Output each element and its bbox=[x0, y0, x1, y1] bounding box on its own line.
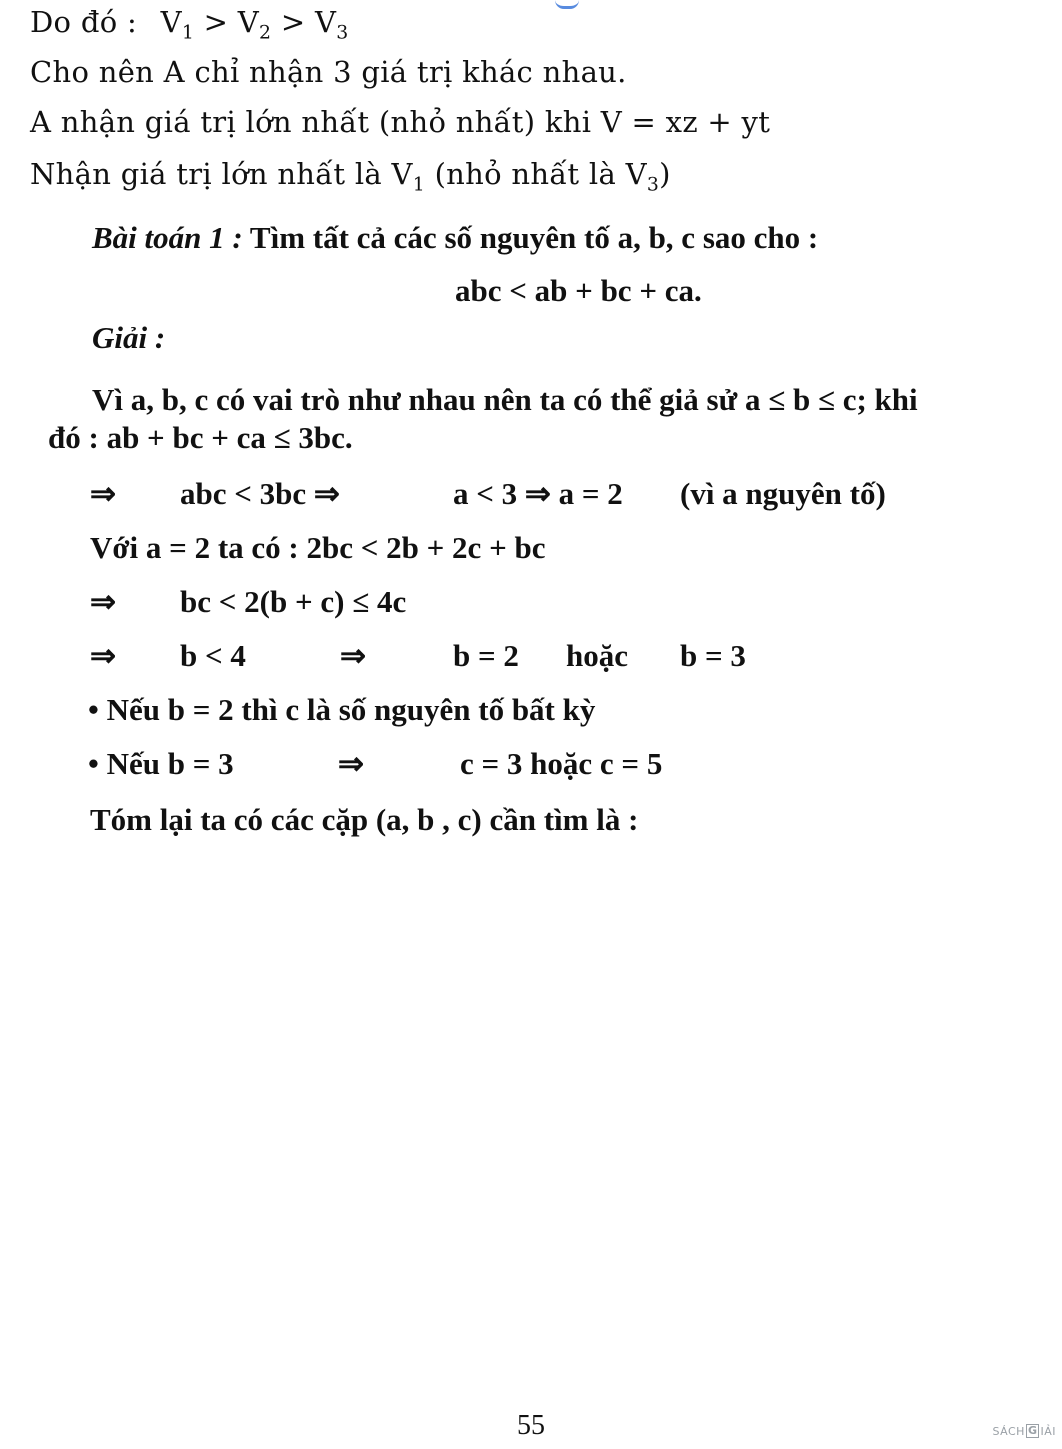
step-4 bbox=[90, 640, 746, 671]
problem-label: Bài toán 1 : bbox=[92, 220, 243, 255]
step-3-a: bc < 2(b + c) ≤ 4c bbox=[180, 584, 407, 619]
text: > V bbox=[280, 5, 337, 39]
line-a-nhan: A nhận giá trị lớn nhất (nhỏ nhất) khi V = xz + yt bbox=[30, 105, 771, 139]
solution-para-1: Vì a, b, c có vai trò như nhau nên ta có thể giả sử a ≤ b ≤ c; khi bbox=[92, 382, 918, 417]
step-2: Với a = 2 ta có : 2bc < 2b + 2c + bc bbox=[90, 530, 546, 565]
bullet-2 bbox=[88, 748, 662, 779]
line-cho-nen: Cho nên A chỉ nhận 3 giá trị khác nhau. bbox=[30, 55, 627, 89]
subscript: 1 bbox=[181, 22, 195, 44]
solution-label: Giải : bbox=[92, 320, 166, 355]
problem-statement bbox=[92, 222, 818, 253]
bullet-2-b: c = 3 hoặc c = 5 bbox=[460, 746, 663, 781]
text: Do đó : bbox=[30, 5, 147, 39]
step-3 bbox=[90, 586, 406, 617]
step-4-c: hoặc bbox=[566, 638, 628, 673]
summary: Tóm lại ta có các cặp (a, b , c) cần tìm là : bbox=[90, 802, 639, 837]
subscript: 2 bbox=[259, 22, 272, 44]
step-1-a: abc < 3bc ⇒ bbox=[180, 476, 340, 511]
subscript: 3 bbox=[646, 174, 660, 196]
bullet-2-a: • Nếu b = 3 bbox=[88, 746, 234, 781]
text: > V bbox=[203, 5, 260, 39]
step-1-b: a < 3 ⇒ a = 2 bbox=[453, 476, 623, 511]
subscript: 1 bbox=[412, 174, 426, 196]
page-number: 55 bbox=[517, 1410, 545, 1441]
watermark-text: IẢI bbox=[1040, 1424, 1056, 1438]
watermark-logo bbox=[992, 1424, 1056, 1438]
problem-text: Tìm tất cả các số nguyên tố a, b, c sao cho : bbox=[242, 220, 819, 255]
watermark-text: SÁCH bbox=[992, 1424, 1025, 1438]
arrow: ⇒ bbox=[340, 638, 366, 673]
text: Nhận giá trị lớn nhất là V bbox=[30, 157, 413, 191]
line-do-do bbox=[30, 5, 349, 44]
step-1-c: (vì a nguyên tố) bbox=[680, 476, 886, 511]
arrow: ⇒ bbox=[90, 476, 116, 511]
text: V bbox=[160, 5, 182, 39]
solution-para-2: đó : ab + bc + ca ≤ 3bc. bbox=[48, 420, 353, 455]
arrow: ⇒ bbox=[338, 746, 364, 781]
arrow: ⇒ bbox=[90, 638, 116, 673]
step-4-b: b = 2 bbox=[453, 638, 519, 673]
step-1 bbox=[90, 478, 886, 509]
line-nhan-gia-tri bbox=[30, 157, 671, 196]
text: (nhỏ nhất là V bbox=[425, 157, 647, 191]
inequality: abc < ab + bc + ca. bbox=[455, 273, 702, 308]
arrow: ⇒ bbox=[90, 584, 116, 619]
watermark-box: G bbox=[1027, 1424, 1038, 1437]
bullet-1: • Nếu b = 2 thì c là số nguyên tố bất kỳ bbox=[88, 692, 596, 727]
top-mark bbox=[555, 0, 579, 9]
step-4-d: b = 3 bbox=[680, 638, 746, 673]
text: ) bbox=[659, 157, 671, 191]
subscript: 3 bbox=[336, 22, 349, 44]
step-4-a: b < 4 bbox=[180, 638, 246, 673]
